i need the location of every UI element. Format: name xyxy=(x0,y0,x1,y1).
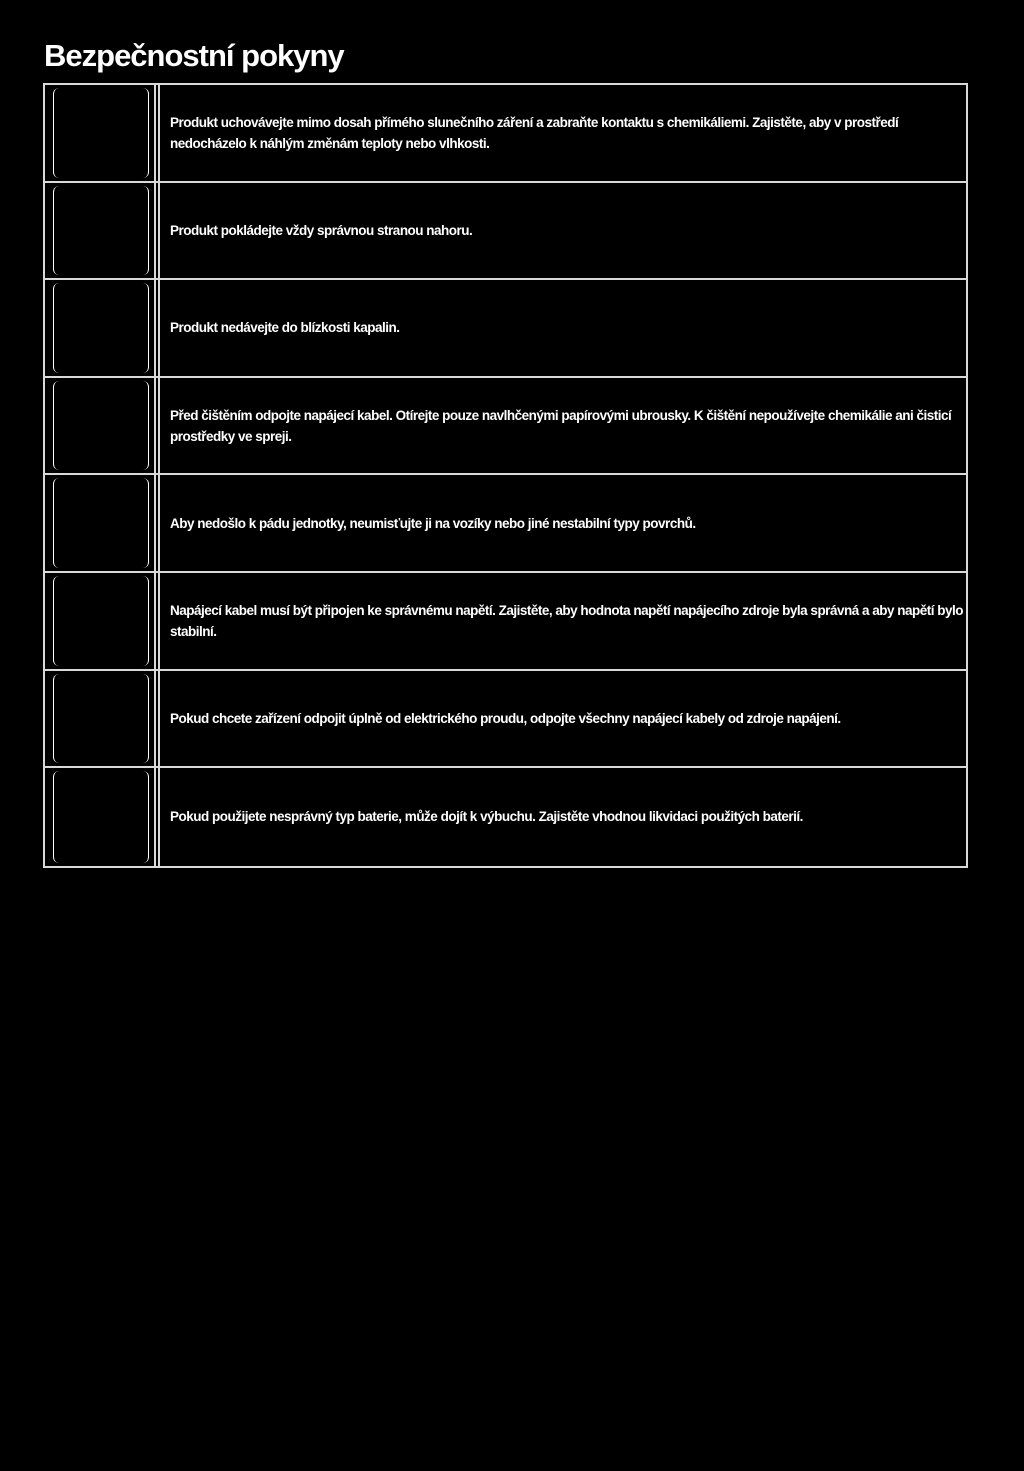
unplug-icon xyxy=(53,674,149,764)
instruction-text: Produkt nedávejte do blízkosti kapalin. xyxy=(158,280,966,376)
instruction-row xyxy=(45,280,966,378)
icon-cell xyxy=(45,85,156,181)
icon-cell xyxy=(45,671,156,767)
icon-cell xyxy=(45,280,156,376)
icon-cell xyxy=(45,475,156,571)
instruction-text: Napájecí kabel musí být připojen ke správnému napětí. Zajistěte, aby hodnota napětí napájecího zdroje byla správná a aby napětí bylo stabilní. xyxy=(158,573,966,669)
instruction-row xyxy=(45,768,966,866)
icon-cell xyxy=(45,573,156,669)
instruction-row xyxy=(45,85,966,183)
safety-instructions-table xyxy=(43,83,968,868)
sun-chemicals-warning-icon xyxy=(53,88,149,178)
instruction-row xyxy=(45,573,966,671)
instruction-text: Před čištěním odpojte napájecí kabel. Otírejte pouze navlhčenými papírovými ubrousky. K čištění nepoužívejte chemikálie ani čisticí prostředky ve spreji. xyxy=(158,378,966,474)
icon-cell xyxy=(45,768,156,866)
instruction-row xyxy=(45,378,966,476)
icon-cell xyxy=(45,183,156,279)
this-side-up-icon xyxy=(53,186,149,276)
instruction-text: Pokud chcete zařízení odpojit úplně od elektrického proudu, odpojte všechny napájecí kabely od zdroje napájení. xyxy=(158,671,966,767)
battery-warning-icon xyxy=(53,771,149,863)
icon-cell xyxy=(45,378,156,474)
instruction-text: Aby nedošlo k pádu jednotky, neumisťujte ji na vozíky nebo jiné nestabilní typy povrchů. xyxy=(158,475,966,571)
page-title: Bezpečnostní pokyny xyxy=(44,38,344,73)
instruction-row xyxy=(45,183,966,281)
cleaning-icon xyxy=(53,381,149,471)
instruction-text: Produkt uchovávejte mimo dosah přímého slunečního záření a zabraňte kontaktu s chemikáliemi. Zajistěte, aby v prostředí nedocházelo k náhlým změnám teploty nebo vlhkosti. xyxy=(158,85,966,181)
voltage-icon xyxy=(53,576,149,666)
instruction-row xyxy=(45,671,966,769)
no-unstable-surface-icon xyxy=(53,478,149,568)
instruction-row xyxy=(45,475,966,573)
instruction-text: Produkt pokládejte vždy správnou stranou nahoru. xyxy=(158,183,966,279)
instruction-text: Pokud použijete nesprávný typ baterie, může dojít k výbuchu. Zajistěte vhodnou likvidaci použitých baterií. xyxy=(158,768,966,866)
no-liquids-icon xyxy=(53,283,149,373)
